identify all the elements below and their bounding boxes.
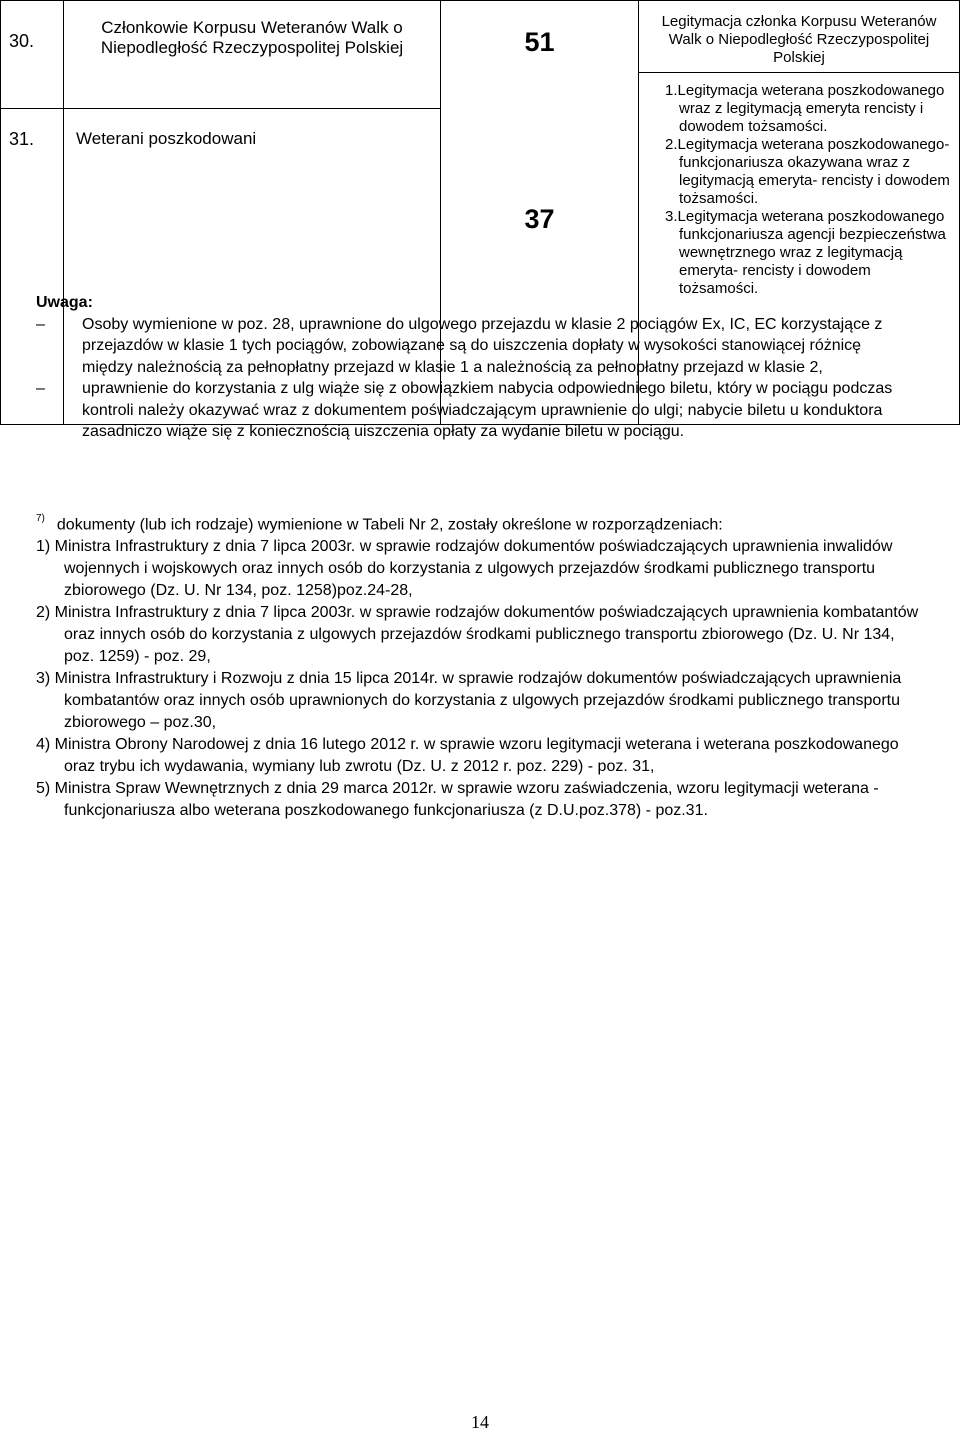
document-item: 2.Legitymacja weterana poszkodowanego-funkcjonariusza okazywana wraz z legitymacją emeryta- rencisty i dowodem tożsamości.	[665, 136, 950, 207]
footnote-item: 1) Ministra Infrastruktury z dnia 7 lipca 2003r. w sprawie rodzajów dokumentów poświadczających uprawnienia inwalidów wojennych i wojskowych oraz innych osób do korzystania z ulgowych przejazdów środkami publicznego transportu zbiorowego (Dz. U. Nr 134, poz. 1258)poz.24-28,	[36, 538, 893, 600]
document-header: Legitymacja członka Korpusu Weteranów Walk o Niepodległość Rzeczypospolitej Polskiej	[661, 13, 937, 66]
note-item	[36, 378, 916, 443]
note-item-text: Osoby wymienione w poz. 28, uprawnione do ulgowego przejazdu w klasie 2 pociągów Ex, IC, EC korzystające z przejazdów w klasie 1 tych pociągów, zobowiązane są do uiszczenia dopłaty w wysokości stanowiącej różnicę między należnością za pełnopłatny przejazd w klasie 1 a należnością za pełnopłatny przejazd w klasie 2,	[82, 315, 883, 376]
footnote-intro	[36, 510, 926, 536]
footnote-marker: 7)	[36, 513, 45, 524]
page-number: 14	[471, 1412, 489, 1432]
footnote-item: 5) Ministra Spraw Wewnętrznych z dnia 29 marca 2012r. w sprawie wzoru zaświadczenia, wzoru legitymacji weterana - funkcjonariusza albo weterana poszkodowanego funkcjonariusza (z D.U.poz.378) - poz.31.	[36, 780, 879, 820]
footnote-item: 2) Ministra Infrastruktury z dnia 7 lipca 2003r. w sprawie rodzajów dokumentów poświadczających uprawnienia kombatantów oraz innych osób do korzystania z ulgowych przejazdów środkami publicznego transportu zbiorowego (Dz. U. Nr 134, poz. 1259) - poz. 29,	[36, 604, 919, 666]
document-item: 1.Legitymacja weterana poszkodowanego wraz z legitymacją emeryta rencisty i dowodem tożsamości.	[665, 82, 945, 135]
note-section	[36, 292, 916, 443]
row-code: 51	[441, 1, 639, 109]
footnote-item: 3) Ministra Infrastruktury i Rozwoju z dnia 15 lipca 2014r. w sprawie rodzajów dokumentów poświadczających uprawnienia kombatantów oraz innych osób uprawnionych do korzystania z ulgowych przejazdów środkami publicznego transportu zbiorowego – poz.30,	[36, 670, 902, 732]
row-number: 31.	[1, 109, 64, 425]
footnote-intro-text: dokumenty (lub ich rodzaje) wymienione w Tabeli Nr 2, zostały określone w rozporządzeniach:	[56, 516, 723, 534]
row-name: Weterani poszkodowani	[64, 109, 441, 425]
document-list	[639, 73, 959, 298]
footnote-item: 4) Ministra Obrony Narodowej z dnia 16 lutego 2012 r. w sprawie wzoru legitymacji weterana i weterana poszkodowanego oraz trybu ich wydawania, wymiany lub zwrotu (Dz. U. z 2012 r. poz. 229) - poz. 31,	[36, 736, 899, 776]
note-item-text: uprawnienie do korzystania z ulg wiąże się z obowiązkiem nabycia odpowiedniego biletu, który w pociągu podczas kontroli należy okazywać wraz z dokumentem poświadczającym uprawnienie do ulgi; nabycie biletu u konduktora zasadniczo wiąże się z koniecznością uiszczenia opłaty za wydanie biletu w pociągu.	[82, 380, 893, 440]
note-item	[36, 314, 916, 379]
table-row	[1, 1, 960, 109]
document-item: 3.Legitymacja weterana poszkodowanego funkcjonariusza agencji bezpieczeństwa wewnętrznego wraz z legitymacją emeryta- rencisty i dowodem tożsamości.	[665, 208, 946, 297]
footnote-section	[36, 510, 926, 822]
row-code: 37	[441, 109, 639, 425]
row-number: 30.	[1, 1, 64, 109]
note-title: Uwaga:	[36, 294, 93, 311]
row-name: Członkowie Korpusu Weteranów Walk o Niepodległość Rzeczypospolitej Polskiej	[64, 1, 441, 109]
